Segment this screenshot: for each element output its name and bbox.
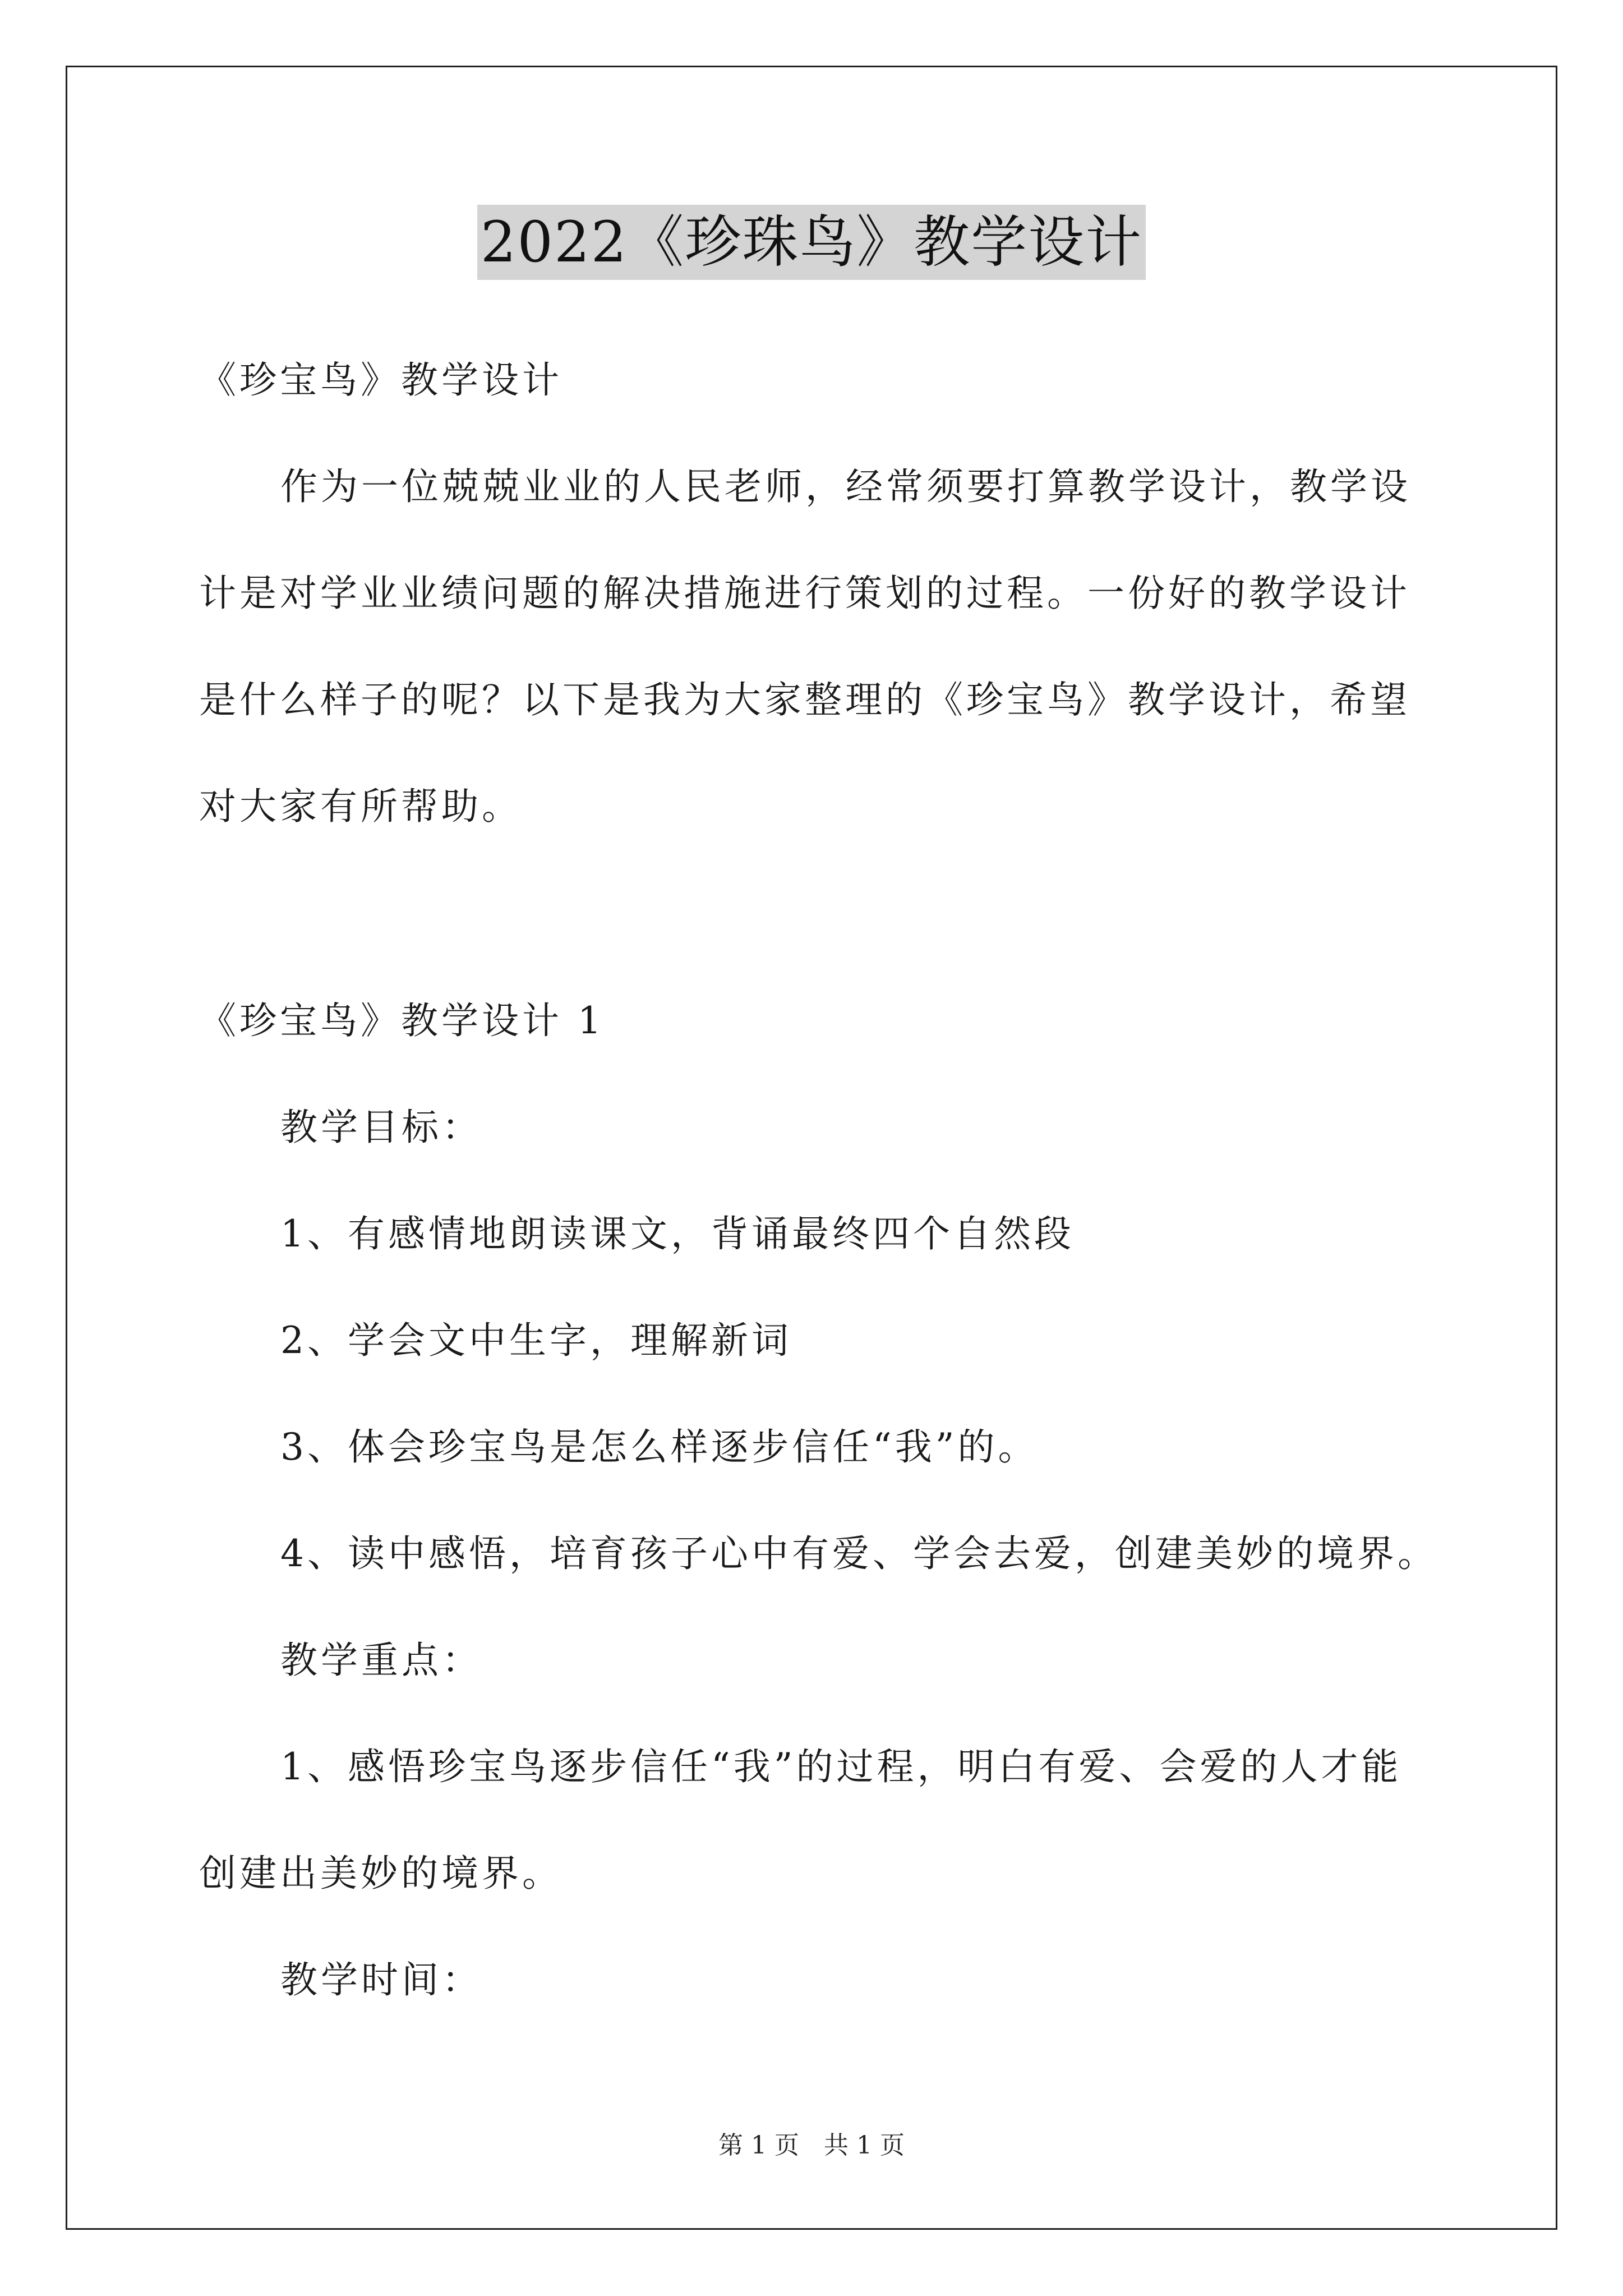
document-title: 2022《珍珠鸟》教学设计 (477, 205, 1146, 280)
page-footer (0, 2129, 1623, 2162)
page-number: 第 1 页 (718, 2131, 799, 2160)
paragraph-line: 是什么样子的呢？以下是我为大家整理的《珍宝鸟》教学设计，希望 (199, 678, 1410, 721)
paragraph-line: 计是对学业业绩问题的解决措施进行策划的过程。一份好的教学设计 (199, 572, 1410, 615)
section-heading: 《珍宝鸟》教学设计 1 (199, 999, 605, 1042)
page-count: 共 1 页 (824, 2131, 905, 2160)
paragraph-line: 4、读中感悟，培育孩子心中有爱、学会去爱，创建美妙的境界。 (280, 1532, 1438, 1575)
paragraph-line: 对大家有所帮助。 (199, 785, 522, 828)
paragraph-line: 1、有感情地朗读课文，背诵最终四个自然段 (280, 1212, 1075, 1255)
subtitle-line: 《珍宝鸟》教学设计 (199, 358, 562, 402)
paragraph-line: 教学目标： (280, 1106, 482, 1149)
paragraph-line: 教学重点： (280, 1639, 482, 1682)
paragraph-line: 2、学会文中生字，理解新词 (280, 1319, 792, 1362)
paragraph-line: 教学时间： (280, 1958, 482, 2001)
paragraph-line: 创建出美妙的境界。 (199, 1852, 562, 1895)
paragraph-line: 1、感悟珍宝鸟逐步信任“我”的过程，明白有爱、会爱的人才能 (280, 1745, 1402, 1788)
title-container (0, 205, 1623, 280)
paragraph-line: 3、体会珍宝鸟是怎么样逐步信任“我”的。 (280, 1425, 1039, 1469)
paragraph-line: 作为一位兢兢业业的人民老师，经常须要打算教学设计，教学设 (280, 465, 1411, 508)
